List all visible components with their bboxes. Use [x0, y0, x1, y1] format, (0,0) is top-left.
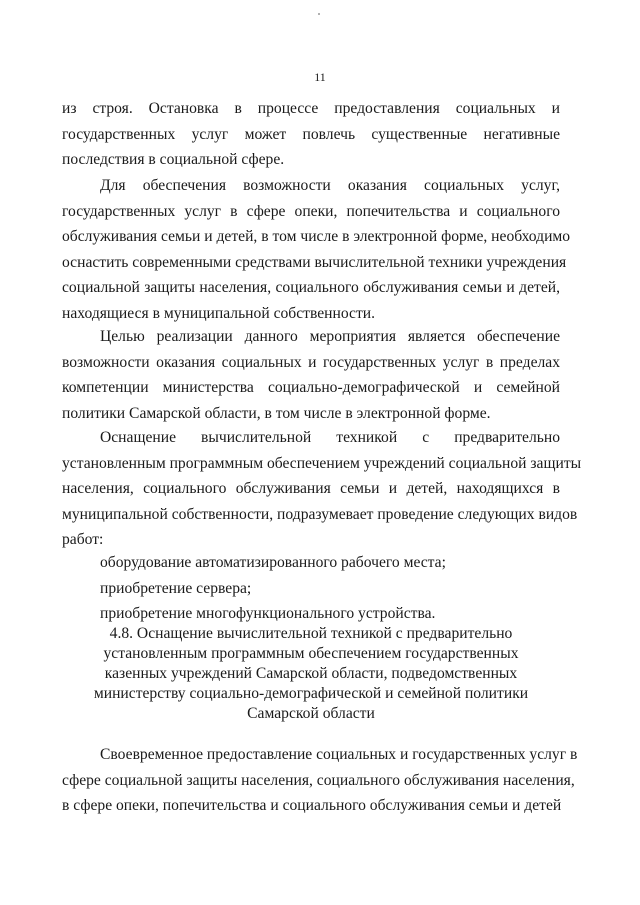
works-list	[62, 550, 560, 627]
paragraph-2	[62, 173, 571, 327]
paragraph-5	[62, 742, 578, 819]
paragraph-1	[62, 96, 560, 173]
page-number: 11	[314, 70, 326, 84]
text-line: политики Самарской области, в том числе в электронной форме.	[62, 404, 491, 422]
text-line: в сфере опеки, попечительства и социального обслуживания семьи и детей	[62, 797, 562, 815]
text-line: населения, социального обслуживания семьи и детей, находящихся в	[62, 480, 560, 498]
text-line: работ:	[62, 531, 104, 549]
text-line: сфере социальной защиты населения, социального обслуживания населения,	[62, 771, 575, 789]
heading-line: Самарской области	[247, 705, 375, 722]
text-line: установленным программным обеспечением учреждений социальной защиты	[62, 454, 582, 472]
list-item: приобретение сервера;	[100, 579, 252, 597]
text-line: Своевременное предоставление социальных и государственных услуг в	[100, 746, 578, 763]
heading-line: 4.8. Оснащение вычислительной техникой с предварительно	[109, 625, 513, 642]
text-line: государственных услуг в сфере опеки, попечительства и социального	[62, 202, 560, 220]
text-line: из строя. Остановка в процессе предоставления социальных и	[62, 100, 560, 117]
text-line: Целью реализации данного мероприятия является обеспечение	[100, 328, 560, 345]
text-line: социальной защиты населения, социального обслуживания семьи и детей,	[62, 279, 560, 297]
text-line: муниципальной собственности, подразумевает проведение следующих видов	[62, 505, 578, 523]
list-item: оборудование автоматизированного рабочего места;	[100, 554, 446, 571]
text-line: компетенции министерства социально-демографической и семейной	[62, 379, 560, 397]
text-line: государственных услуг может повлечь существенные негативные	[62, 125, 560, 143]
text-line: возможности оказания социальных и государственных услуг в пределах	[62, 353, 560, 371]
paragraph-3	[62, 324, 560, 426]
scan-speck	[318, 13, 320, 15]
heading-line: казенных учреждений Самарской области, подведомственных	[104, 665, 518, 682]
section-heading	[62, 624, 560, 724]
heading-line: установленным программным обеспечением государственных	[103, 645, 519, 662]
text-line: обслуживания семьи и детей, в том числе в электронной форме, необходимо	[62, 228, 571, 246]
text-line: Для обеспечения возможности оказания социальных услуг,	[100, 177, 560, 194]
text-line: оснастить современными средствами вычислительной техники учреждения	[62, 253, 567, 271]
heading-line: министерству социально-демографической и семейной политики	[93, 685, 529, 702]
list-item: приобретение многофункционального устройства.	[100, 605, 436, 623]
text-line: последствия в социальной сфере.	[62, 151, 285, 169]
paragraph-4	[62, 425, 582, 553]
text-line: находящиеся в муниципальной собственности.	[62, 304, 376, 322]
text-line: Оснащение вычислительной техникой с предварительно	[100, 429, 560, 446]
